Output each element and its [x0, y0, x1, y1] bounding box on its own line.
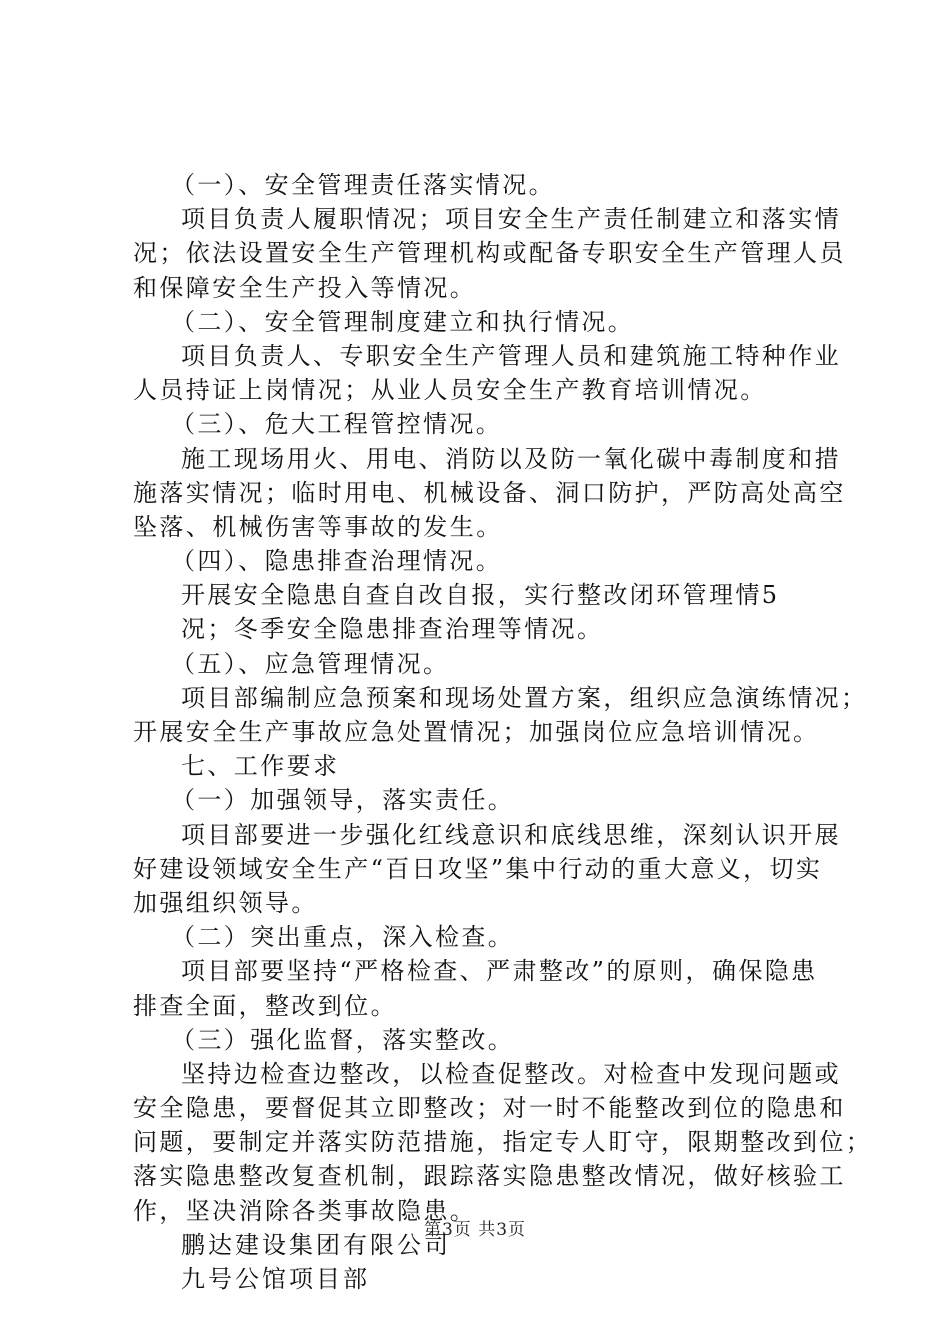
section-heading: （五）、应急管理情况。: [171, 649, 450, 678]
paragraph-line: 况；依法设置安全生产管理机构或配备专职安全生产管理人员: [133, 239, 846, 268]
paragraph-line: 落实隐患整改复查机制，跟踪落实隐患整改情况，做好核验工: [133, 1162, 846, 1191]
paragraph-line: 项目部要进一步强化红线意识和底线思维，深刻认识开展: [181, 820, 841, 849]
paragraph-line: 况；冬季安全隐患排查治理等情况。: [181, 615, 604, 644]
signature-company: 鹏达建设集团有限公司: [181, 1230, 451, 1259]
paragraph-line: 开展安全隐患自查自改自报，实行整改闭环管理情5: [181, 581, 780, 610]
section-heading: （三）、危大工程管控情况。: [171, 410, 503, 439]
paragraph-line: 项目负责人、专职安全生产管理人员和建筑施工特种作业: [181, 341, 841, 370]
paragraph-line: 项目负责人履职情况；项目安全生产责任制建立和落实情: [181, 205, 841, 234]
section-heading: （三）强化监督，落实整改。: [171, 1025, 515, 1054]
section-heading: （二）突出重点，深入检查。: [171, 923, 515, 952]
signature-department: 九号公馆项目部: [181, 1265, 370, 1293]
document-body: [133, 168, 873, 1296]
paragraph-line: 项目部编制应急预案和现场处置方案，组织应急演练情况；: [181, 683, 868, 712]
paragraph-line: 施工现场用火、用电、消防以及防一氧化碳中毒制度和措: [181, 444, 841, 473]
section-heading: （一）、安全管理责任落实情况。: [171, 171, 555, 199]
paragraph-line: 施落实情况；临时用电、机械设备、洞口防护，严防高处高空: [133, 478, 846, 507]
paragraph-line: 坠落、机械伤害等事故的发生。: [133, 512, 503, 541]
page-number-footer: 第3页 共3页: [423, 1220, 527, 1240]
paragraph-line: 作，坚决消除各类事故隐患。: [133, 1196, 477, 1225]
paragraph-line: 加强组织领导。: [133, 888, 318, 917]
paragraph-line: 和保障安全生产投入等情况。: [133, 273, 477, 302]
paragraph-line: 好建设领域安全生产“百日攻坚”集中行动的重大意义，切实: [133, 854, 823, 883]
paragraph-line: 项目部要坚持“严格检查、严肃整改”的原则，确保隐患: [181, 957, 818, 986]
paragraph-line: 坚持边检查边整改，以检查促整改。对检查中发现问题或: [181, 1059, 841, 1088]
paragraph-line: 人员持证上岗情况；从业人员安全生产教育培训情况。: [133, 376, 767, 405]
paragraph-line: 问题，要制定并落实防范措施，指定专人盯守，限期整改到位；: [133, 1128, 873, 1157]
paragraph-line: 排查全面，整改到位。: [133, 991, 397, 1020]
chapter-heading: 七、工作要求: [181, 752, 340, 781]
section-heading: （四）、隐患排查治理情况。: [171, 547, 503, 576]
paragraph-line: 安全隐患，要督促其立即整改；对一时不能整改到位的隐患和: [133, 1094, 846, 1123]
paragraph-line: 开展安全生产事故应急处置情况；加强岗位应急培训情况。: [133, 718, 820, 746]
section-heading: （二）、安全管理制度建立和执行情况。: [171, 307, 635, 336]
section-heading: （一）加强领导，落实责任。: [171, 786, 515, 815]
